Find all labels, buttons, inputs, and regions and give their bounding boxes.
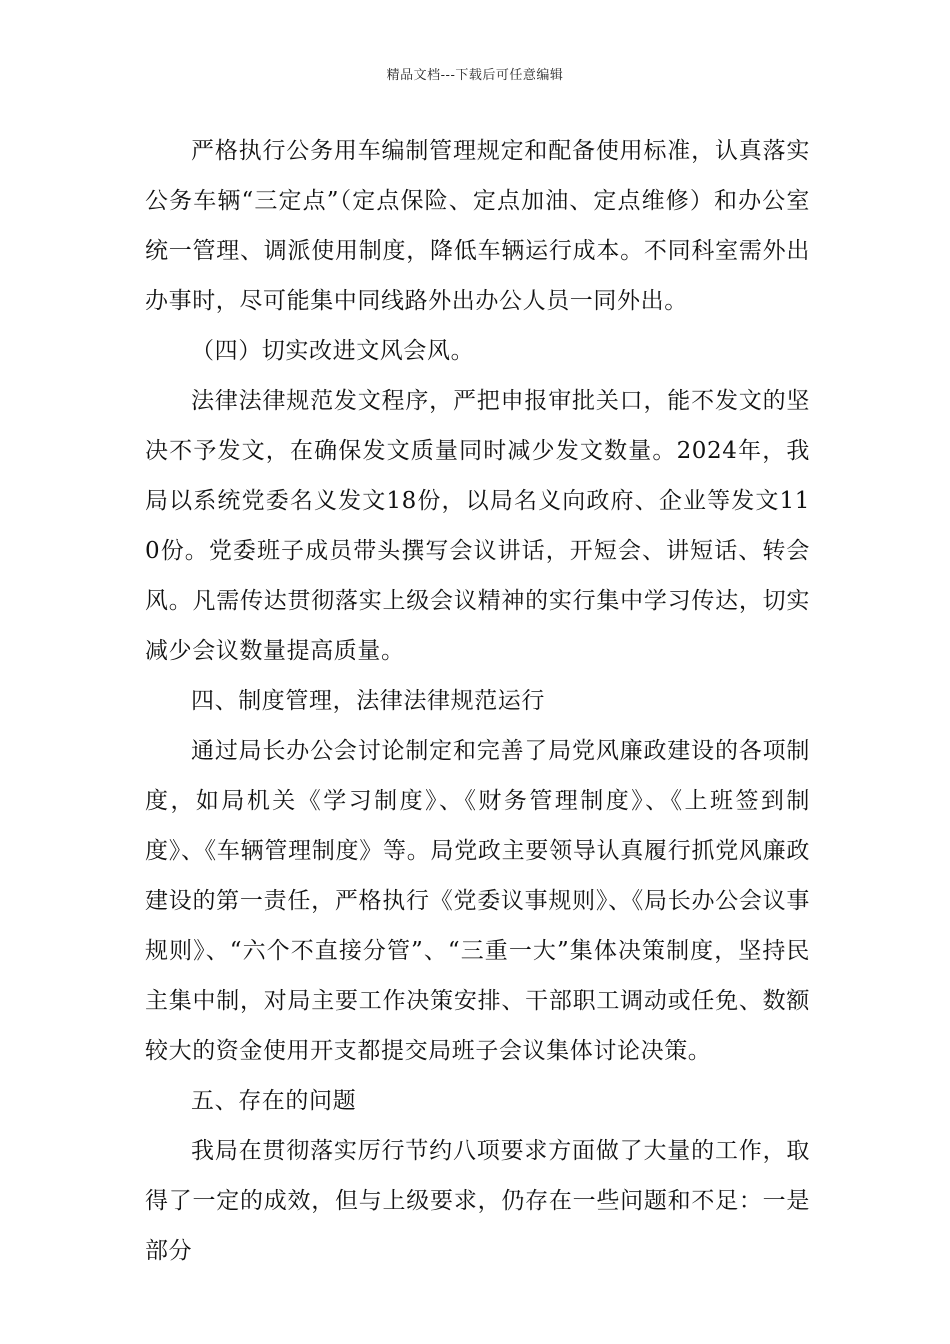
section-heading-problems: 五、存在的问题	[191, 1088, 357, 1114]
paragraph-existing-problems: 我局在贯彻落实厉行节约八项要求方面做了大量的工作，取得了一定的成效，但与上级要求，仍存在一些问题和不足：一是部分	[145, 1138, 810, 1264]
section-heading-system-management: 四、制度管理，法律法律规范运行	[191, 688, 545, 714]
paragraph-regulations: 通过局长办公会讨论制定和完善了局党风廉政建设的各项制度，如局机关《学习制度》、《财务管理制度》、《上班签到制度》、《车辆管理制度》等。局党政主要领导认真履行抓党风廉政建设的第一责任，严格执行《党委议事规则》、《局长办公会议事规则》、“六个不直接分管”、“三重一大”集体决策制度，坚持民主集中制，对局主要工作决策安排、干部职工调动或任免、数额较大的资金使用开支都提交局班子会议集体讨论决策。	[145, 738, 810, 1064]
paragraph-document-issuance: 法律法律规范发文程序，严把申报审批关口，能不发文的坚决不予发文，在确保发文质量同时减少发文数量。2024年，我局以系统党委名义发文18份，以局名义向政府、企业等发文110份。党委班子成员带头撰写会议讲话，开短会、讲短话、转会风。凡需传达贯彻落实上级会议精神的实行集中学习传达，切实减少会议数量提高质量。	[145, 388, 810, 664]
paragraph-vehicle-management: 严格执行公务用车编制管理规定和配备使用标准，认真落实公务车辆“三定点”（定点保险、定点加油、定点维修）和办公室统一管理、调派使用制度，降低车辆运行成本。不同科室需外出办事时，尽可能集中同线路外出办公人员一同外出。	[145, 138, 810, 314]
section-heading-writing-style: （四）切实改进文风会风。	[191, 338, 475, 364]
document-body	[145, 126, 810, 1276]
page-header: 精品文档---下载后可任意编辑	[386, 68, 564, 83]
